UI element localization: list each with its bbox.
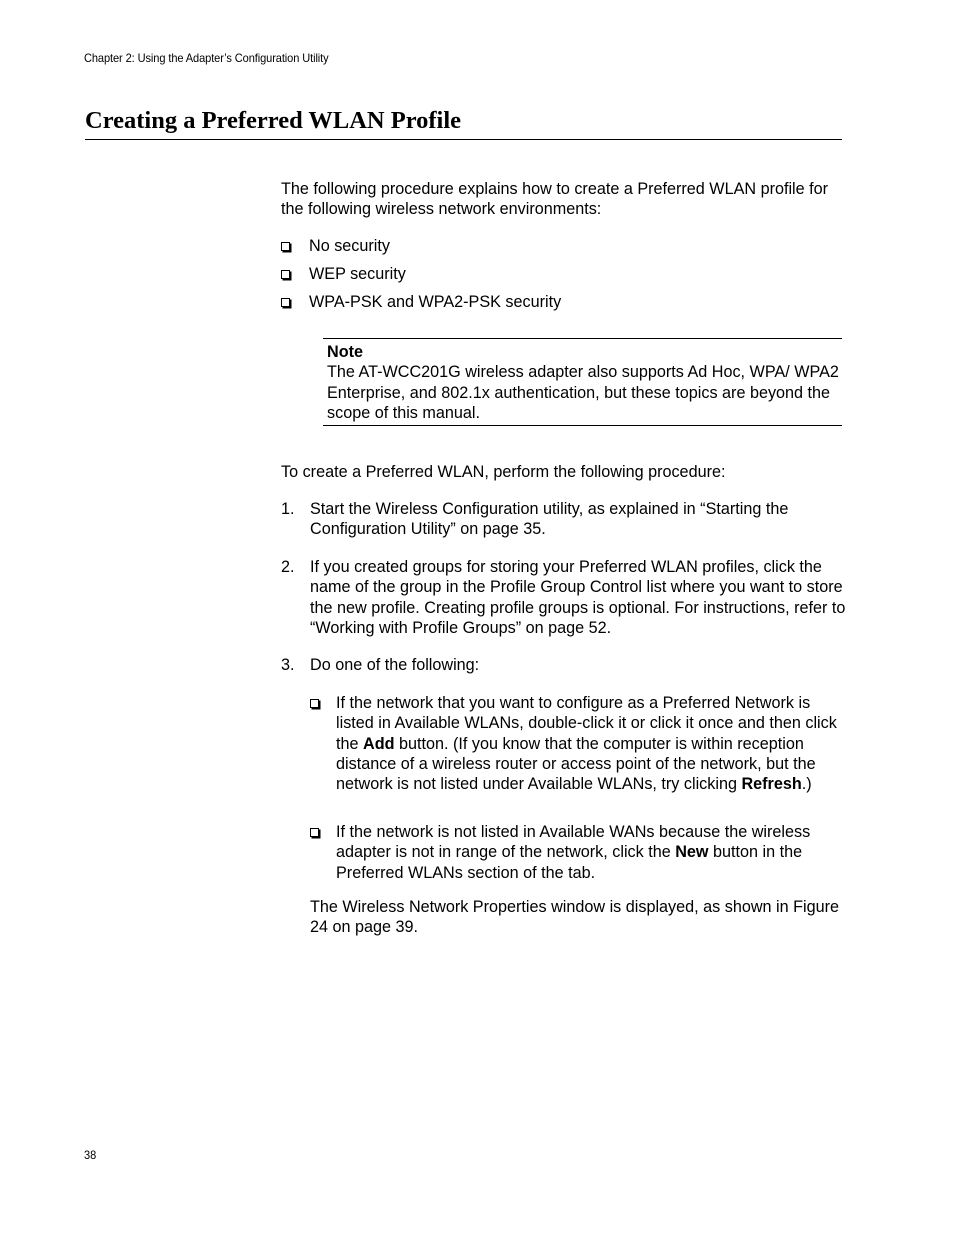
step-number: 2. (281, 558, 295, 576)
procedure-step (281, 499, 846, 540)
note-text: The AT-WCC201G wireless adapter also supports Ad Hoc, WPA/ WPA2 Enterprise, and 802.1x authentication, but these topics are beyond the scope of this manual. (327, 363, 839, 422)
refresh-button-label: Refresh (741, 775, 802, 794)
option-item (309, 693, 846, 794)
list-item (281, 292, 561, 312)
intro-paragraph: The following procedure explains how to create a Preferred WLAN profile for the following wireless network environments: (281, 180, 829, 219)
procedure-intro: To create a Preferred WLAN, perform the following procedure: (281, 463, 726, 481)
running-header: Chapter 2: Using the Adapter’s Configuration Utility (84, 51, 329, 65)
add-button-label: Add (363, 734, 395, 753)
environment-list (281, 236, 561, 320)
step-number: 3. (281, 656, 295, 674)
list-item-text: WPA-PSK and WPA2-PSK security (309, 292, 562, 311)
square-bullet-icon (281, 270, 290, 279)
option-text: If the network is not listed in Available WANs because the wireless adapter is not in range of the network, click the New button in the Preferred WLANs section of the tab. (336, 823, 811, 882)
step-text: If you created groups for storing your Preferred WLAN profiles, click the name of the group in the Profile Group Control list where you want to store the new profile. Creating profile groups is optional. For instructions, refer to “Working with Profile Groups” on page 52. (310, 558, 846, 637)
square-bullet-icon (310, 828, 319, 837)
step-number: 1. (281, 500, 295, 518)
square-bullet-icon (281, 242, 290, 251)
procedure-step (281, 655, 846, 675)
list-item (281, 236, 561, 256)
square-bullet-icon (310, 699, 319, 708)
list-item (281, 264, 561, 284)
option-text: If the network that you want to configure as a Preferred Network is listed in Available WLANs, double-click it or click it once and then click the Add button. (If you know that the computer is within reception distance of a wireless router or access point of the network, but the network is not listed under Available WLANs, try clicking Refresh.) (336, 694, 837, 794)
square-bullet-icon (281, 298, 290, 307)
new-button-label: New (675, 843, 709, 862)
list-item-text: No security (309, 237, 390, 255)
page-number: 38 (84, 1148, 97, 1162)
note-title: Note (327, 343, 363, 361)
step-text: Do one of the following: (310, 656, 480, 674)
option-item (309, 822, 846, 883)
result-paragraph: The Wireless Network Properties window is displayed, as shown in Figure 24 on page 39. (310, 898, 840, 937)
list-item-text: WEP security (309, 264, 406, 283)
note-box (323, 338, 842, 426)
step-text: Start the Wireless Configuration utility, as explained in “Starting the Configuration Utility” on page 35. (310, 500, 789, 539)
section-title: Creating a Preferred WLAN Profile (85, 106, 842, 140)
procedure-step (281, 557, 846, 638)
